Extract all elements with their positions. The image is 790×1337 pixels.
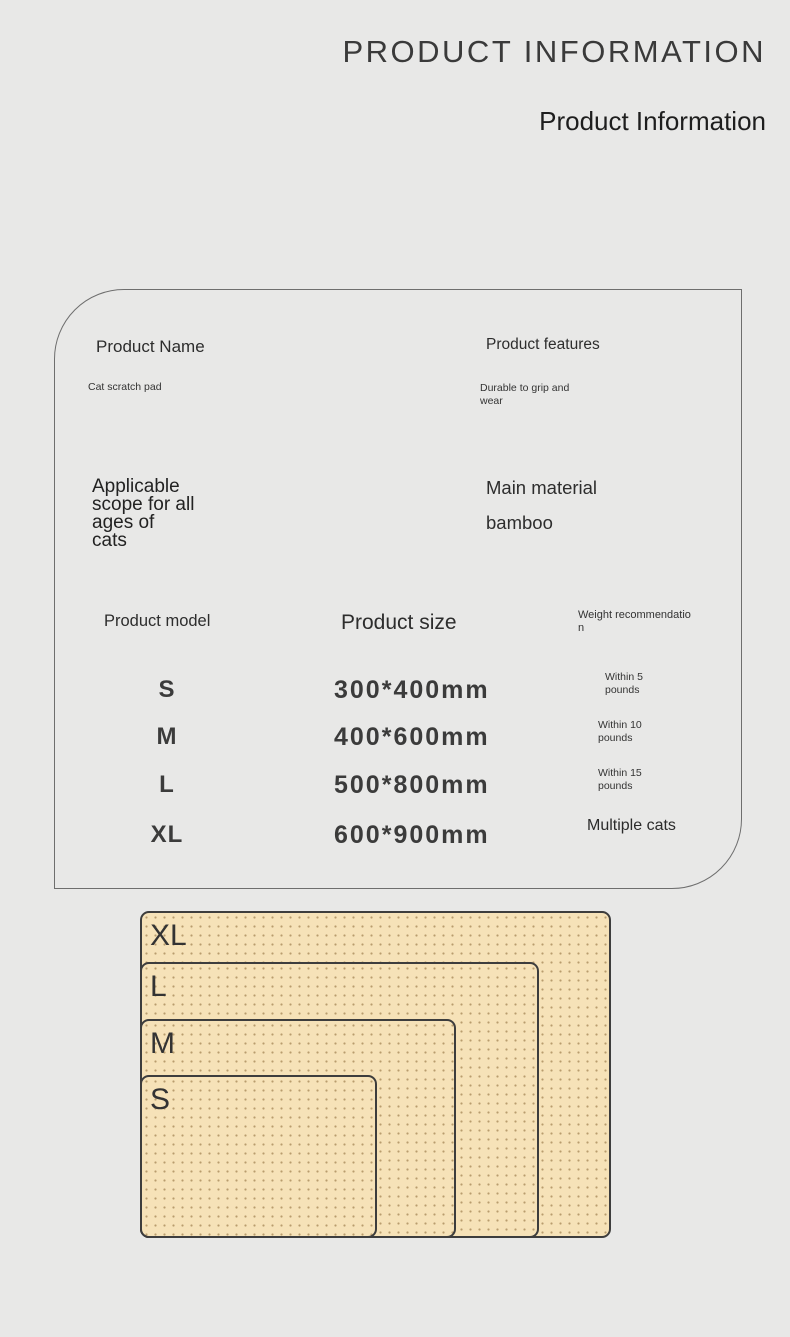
row-l-weight-line1: Within 15 (598, 767, 642, 779)
row-l-size: 500*800mm (334, 771, 490, 799)
row-m-model: M (156, 723, 178, 750)
product-features-value (480, 382, 569, 408)
table-header-size: Product size (341, 611, 457, 634)
size-pad-m-label: M (150, 1027, 175, 1060)
row-m-weight-line2: pounds (598, 731, 633, 744)
scope-line: cats (92, 530, 127, 551)
page-title: PRODUCT INFORMATION (342, 34, 766, 69)
row-s-model: S (158, 676, 176, 703)
size-pad-l-label: L (150, 970, 167, 1003)
scope-line: ages of (92, 512, 155, 533)
main-material-value: bamboo (486, 512, 553, 533)
weight-header-line2: n (578, 621, 585, 634)
applicable-scope (92, 478, 194, 550)
weight-header-line1: Weight recommendatio (578, 609, 691, 621)
row-l-weight-line2: pounds (598, 779, 633, 792)
row-xl-size: 600*900mm (334, 821, 490, 849)
page-subtitle: Product Information (539, 106, 766, 136)
product-features-value-line2: wear (480, 395, 503, 407)
row-l-weight (598, 767, 642, 792)
row-m-size: 400*600mm (334, 723, 490, 751)
row-s-weight (605, 671, 643, 696)
product-features-value-line1: Durable to grip and (480, 382, 570, 394)
scope-line: scope for all (92, 494, 195, 515)
size-pad-s (140, 1075, 377, 1238)
table-header-model: Product model (104, 612, 211, 630)
size-pad-xl-label: XL (150, 919, 187, 952)
product-features-label: Product features (486, 336, 600, 353)
row-xl-model: XL (150, 821, 184, 848)
main-material-label: Main material (486, 477, 598, 498)
row-m-weight-line1: Within 10 (598, 719, 642, 731)
size-pad-s-label: S (150, 1083, 171, 1116)
row-s-weight-line2: pounds (605, 683, 640, 696)
product-name-value: Cat scratch pad (88, 381, 162, 393)
product-name-label: Product Name (96, 337, 205, 356)
table-header-weight (578, 609, 691, 634)
scope-line: Applicable (92, 476, 180, 497)
row-xl-weight: Multiple cats (587, 817, 676, 834)
row-m-weight (598, 719, 642, 744)
row-l-model: L (159, 771, 175, 798)
row-s-weight-line1: Within 5 (605, 671, 643, 683)
row-s-size: 300*400mm (334, 676, 490, 704)
